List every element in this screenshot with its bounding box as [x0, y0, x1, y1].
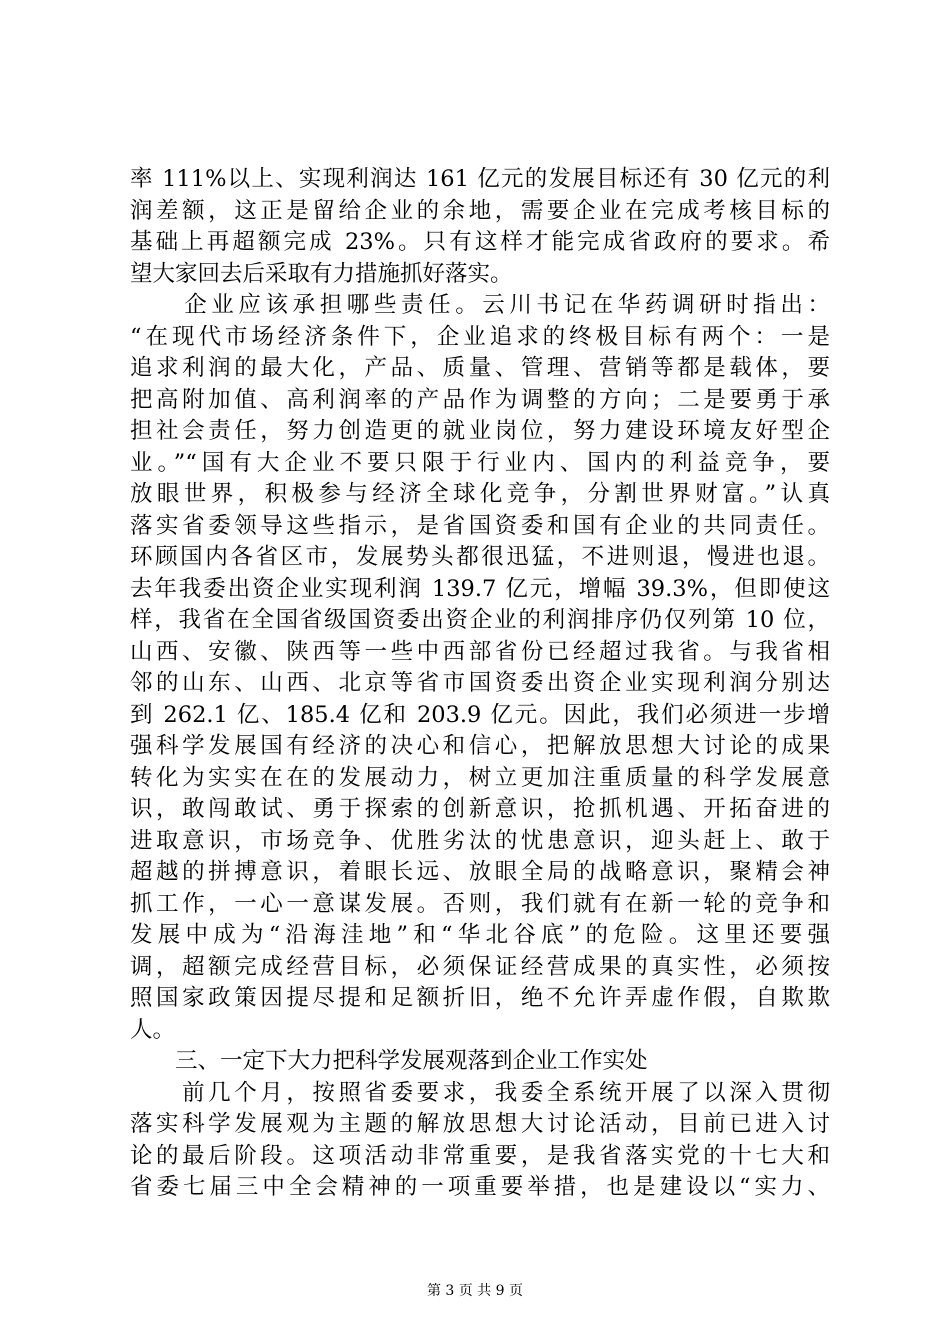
- text-line: 邻的山东、山西、北京等省市国资委出资企业实现利润分别达: [130, 670, 830, 696]
- text-line: 润差额，这正是留给企业的余地，需要企业在完成考核目标的: [130, 197, 830, 224]
- document-body: [130, 164, 830, 1204]
- text-line: 企业应该承担哪些责任。云川书记在华药调研时指出：: [130, 292, 830, 318]
- text-line: 省委七届三中全会精神的一项重要举措，也是建设以“实力、: [130, 1174, 830, 1200]
- text-line: 转化为实实在在的发展动力，树立更加注重质量的科学发展意: [130, 764, 830, 791]
- text-line: 抓工作，一心一意谋发展。否则，我们就有在新一轮的竞争和: [130, 890, 830, 917]
- text-line: 望大家回去后采取有力措施抓好落实。: [130, 260, 513, 287]
- text-line: 论的最后阶段。这项活动非常重要，是我省落实党的十七大和: [130, 1142, 830, 1169]
- text-line: 调，超额完成经营目标，必须保证经营成果的真实性，必须按: [130, 953, 830, 980]
- text-line: 照国家政策因提尽提和足额折旧，绝不允许弄虚作假，自欺欺: [130, 985, 830, 1011]
- text-line: 担社会责任，努力创造更的就业岗位，努力建设环境友好型企: [130, 418, 830, 444]
- text-line: 率 111%以上、实现利润达 161 亿元的发展目标还有 30 亿元的利: [130, 166, 830, 192]
- text-line: 超越的拼搏意识，着眼长远、放眼全局的战略意识，聚精会神: [130, 859, 830, 885]
- text-line: 去年我委出资企业实现利润 139.7 亿元，增幅 39.3%，但即使这: [130, 575, 830, 602]
- text-line: 强科学发展国有经济的决心和信心，把解放思想大讨论的成果: [130, 733, 830, 759]
- text-line: 环顾国内各省区市，发展势头都很迅猛，不进则退，慢进也退。: [130, 544, 830, 570]
- text-line: 追求利润的最大化，产品、质量、管理、营销等都是载体，要: [130, 355, 830, 381]
- page-number-footer: 第 3 页 共 9 页: [426, 1283, 524, 1299]
- text-line: 识，敢闯敢试、勇于探索的创新意识，抢抓机遇、开拓奋进的: [130, 796, 830, 822]
- text-line: 发展中成为“沿海洼地”和“华北谷底”的危险。这里还要强: [130, 922, 830, 948]
- text-line: 放眼世界，积极参与经济全球化竞争，分割世界财富。”认真: [130, 481, 830, 507]
- text-line: 山西、安徽、陕西等一些中西部省份已经超过我省。与我省相: [130, 638, 830, 665]
- text-line: 三、一定下大力把科学发展观落到企业工作实处: [130, 1048, 648, 1074]
- text-line: “在现代市场经济条件下，企业追求的终极目标有两个：一是: [130, 323, 830, 350]
- text-line: 落实科学发展观为主题的解放思想大讨论活动，目前已进入讨: [130, 1111, 830, 1137]
- text-line: 把高附加值、高利润率的产品作为调整的方向；二是要勇于承: [130, 386, 830, 413]
- text-line: 人。: [130, 1016, 176, 1043]
- text-line: 到 262.1 亿、185.4 亿和 203.9 亿元。因此，我们必须进一步增: [130, 701, 830, 728]
- text-line: 业。”“国有大企业不要只限于行业内、国内的利益竞争，要: [130, 449, 830, 476]
- text-line: 基础上再超额完成 23%。只有这样才能完成省政府的要求。希: [130, 229, 830, 255]
- text-line: 进取意识，市场竞争、优胜劣汰的忧患意识，迎头赶上、敢于: [130, 827, 830, 854]
- text-line: 样，我省在全国省级国资委出资企业的利润排序仍仅列第 10 位，: [130, 607, 830, 633]
- text-line: 前几个月，按照省委要求，我委全系统开展了以深入贯彻: [130, 1079, 830, 1106]
- text-line: 落实省委领导这些指示，是省国资委和国有企业的共同责任。: [130, 512, 830, 539]
